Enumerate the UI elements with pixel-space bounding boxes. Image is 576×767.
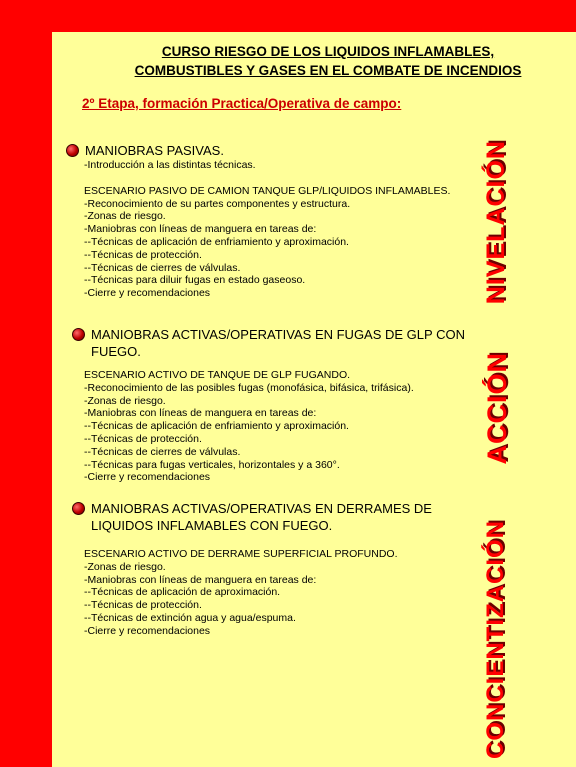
line-item: -Maniobras con líneas de manguera en tareas de: bbox=[84, 573, 317, 586]
line-item: --Técnicas de aplicación de enfriamiento y aproximación. bbox=[84, 420, 349, 433]
section-lines bbox=[84, 159, 506, 300]
section-active-spill bbox=[72, 500, 492, 638]
line-item: -Cierre y recomendaciones bbox=[84, 287, 211, 300]
section-heading: MANIOBRAS ACTIVAS/OPERATIVAS EN DERRAMES DE LIQUIDOS INFLAMABLES CON FUEGO. bbox=[91, 501, 432, 533]
spacer bbox=[84, 172, 506, 185]
line-item: -Zonas de riesgo. bbox=[84, 210, 166, 223]
line-item: --Técnicas de protección. bbox=[84, 432, 202, 445]
line-item: ESCENARIO ACTIVO DE DERRAME SUPERFICIAL PROFUNDO. bbox=[84, 548, 398, 560]
course-title-line2: COMBUSTIBLES Y GASES EN EL COMBATE DE INCENDIOS bbox=[134, 63, 522, 78]
line-item: -Reconocimiento de las posibles fugas (monofásica, bifásica, trifásica). bbox=[84, 381, 414, 394]
document-page bbox=[52, 32, 576, 767]
side-label-accion: ACCIÓN bbox=[482, 352, 512, 465]
line-item: -Cierre y recomendaciones bbox=[84, 624, 211, 637]
line-item: -Cierre y recomendaciones bbox=[84, 471, 211, 484]
section-lines bbox=[84, 548, 492, 638]
line-item: -Zonas de riesgo. bbox=[84, 394, 166, 407]
line-item: --Técnicas de protección. bbox=[84, 248, 202, 261]
section-active-glp bbox=[72, 326, 512, 484]
line-item: --Técnicas de cierres de válvulas. bbox=[84, 261, 241, 274]
line-item: -Zonas de riesgo. bbox=[84, 560, 166, 573]
line-item: ESCENARIO ACTIVO DE TANQUE DE GLP FUGANDO. bbox=[84, 369, 351, 381]
bullet-icon bbox=[72, 502, 85, 515]
side-label-concientizacion: CONCIENTIZACIÓN bbox=[482, 520, 509, 759]
line-item: ESCENARIO PASIVO DE CAMION TANQUE GLP/LIQUIDOS INFLAMABLES. bbox=[84, 184, 451, 197]
line-item: --Técnicas de protección. bbox=[84, 599, 202, 612]
line-item: -Introducción a las distintas técnicas. bbox=[84, 159, 256, 171]
line-item: -Reconocimiento de su partes componentes y estructura. bbox=[84, 197, 351, 210]
line-item: -Maniobras con líneas de manguera en tareas de: bbox=[84, 223, 317, 236]
section-heading: MANIOBRAS PASIVAS. bbox=[85, 143, 224, 158]
bullet-icon bbox=[72, 328, 85, 341]
line-item: --Técnicas de aplicación de aproximación. bbox=[84, 586, 281, 599]
line-item: --Técnicas de aplicación de enfriamiento y aproximación. bbox=[84, 235, 349, 248]
line-item: -Maniobras con líneas de manguera en tareas de: bbox=[84, 407, 317, 420]
line-item: --Técnicas para diluir fugas en estado gaseoso. bbox=[84, 274, 306, 287]
section-heading: MANIOBRAS ACTIVAS/OPERATIVAS EN FUGAS DE GLP CON FUEGO. bbox=[91, 327, 465, 359]
course-title-line1: CURSO RIESGO DE LOS LIQUIDOS INFLAMABLES, bbox=[161, 44, 495, 59]
bullet-icon bbox=[66, 144, 79, 157]
stage-subtitle: 2º Etapa, formación Practica/Operativa de campo: bbox=[82, 96, 402, 111]
line-item: --Técnicas para fugas verticales, horizontales y a 360°. bbox=[84, 458, 340, 471]
line-item: --Técnicas de extinción agua y agua/espuma. bbox=[84, 611, 296, 624]
line-item: --Técnicas de cierres de válvulas. bbox=[84, 445, 241, 458]
section-lines bbox=[84, 369, 512, 484]
side-label-nivelacion: NIVELACIÓN bbox=[482, 140, 510, 305]
section-passive bbox=[66, 142, 506, 300]
